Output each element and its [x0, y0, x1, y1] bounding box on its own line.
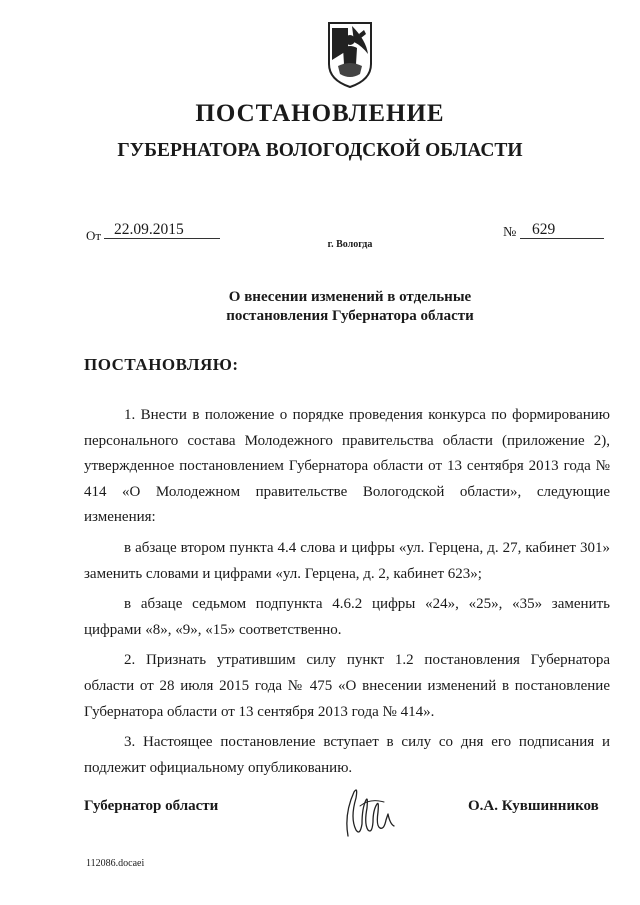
city: г. Вологда [327, 239, 373, 250]
decree-heading: ПОСТАНОВЛЯЮ: [84, 355, 239, 374]
paragraph-2: 2. Признать утратившим силу пункт 1.2 постановления Губернатора области от 28 июля 2015 года № 475 «О внесении изменений в постановление Губернатора области от 13 сентября 2013 года № 414». [84, 652, 610, 720]
paragraph-1-sub-1: в абзаце втором пункта 4.4 слова и цифры «ул. Герцена, д. 27, кабинет 301» заменить словами и цифрами «ул. Герцена, д. 2, кабинет 623»; [84, 539, 610, 582]
document-body [84, 403, 610, 786]
document-title: ПОСТАНОВЛЕНИЕ [195, 100, 445, 127]
number-label: № [503, 225, 517, 240]
paragraph-1: 1. Внести в положение о порядке проведения конкурса по формированию персонального состава Молодежного правительства области (приложение 2), утвержденное постановлением Губернатора области от 13 сентября 2013 года № 414 «О Молодежном правительстве Вологодской области», следующие изменения: [84, 407, 610, 526]
coat-of-arms-icon [326, 20, 374, 90]
document-subtitle: ГУБЕРНАТОРА ВОЛОГОДСКОЙ ОБЛАСТИ [117, 140, 523, 161]
signatory-name: О.А. Кувшинников [468, 798, 599, 814]
date-label: От [86, 228, 102, 243]
paragraph-1-sub-2: в абзаце седьмом подпункта 4.6.2 цифры «24», «25», «35» заменить цифрами «8», «9», «15» соответственно. [84, 596, 610, 638]
subject-line-1: О внесении изменений в отдельные [228, 289, 472, 305]
document-number: 629 [520, 221, 604, 239]
paragraph-3: 3. Настоящее постановление вступает в силу со дня его подписания и подлежит официальному опубликованию. [84, 734, 610, 776]
file-reference: 112086.docaei [86, 858, 145, 869]
handwritten-signature-icon [340, 784, 400, 842]
document-subject [0, 288, 640, 326]
subject-line-2: постановления Губернатора области [226, 308, 474, 324]
document-date: 22.09.2015 [104, 221, 220, 239]
signatory-role: Губернатор области [84, 798, 219, 814]
